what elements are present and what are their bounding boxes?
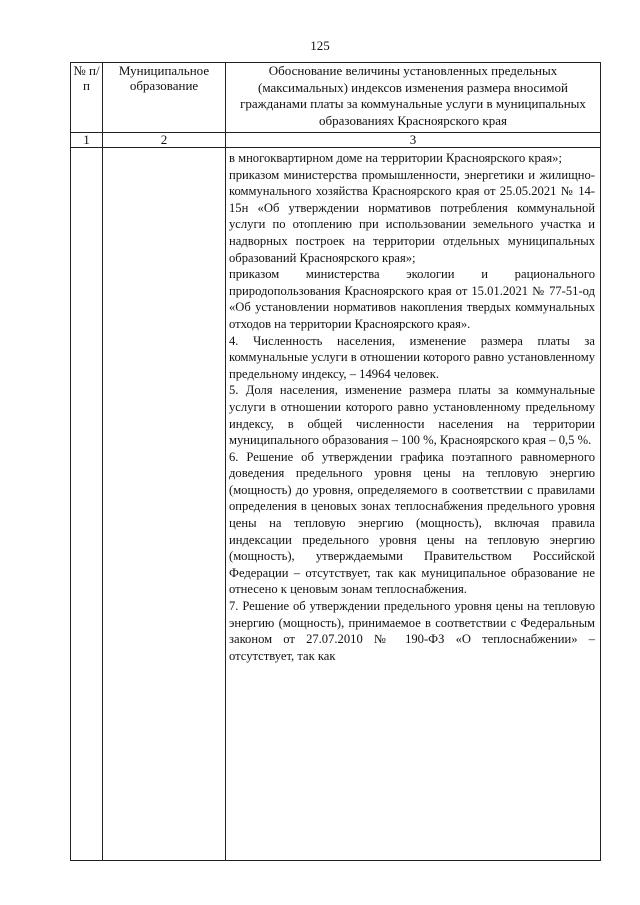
header-row-number: № п/п: [71, 63, 103, 133]
justification-table: [70, 62, 601, 861]
page-number: 125: [310, 38, 330, 53]
column-number-3: 3: [226, 133, 601, 148]
table-row: [71, 148, 601, 861]
municipality-cell: [103, 148, 226, 861]
justification-paragraph: 6. Решение об утверждении графика поэтапного равномерного доведения предельного уровня цены на тепловую энергию (мощность) до уровня, определяемого в соответствии с правилами определения в ценовых зонах теплоснабжения предельного уровня цены на тепловую энергию (мощность), включая правила индексации предельного уровня цены на тепловую энергию (мощность), утверждаемыми Правительством Российской Федерации – отсутствует, так как муниципальное образование не отнесено к ценовым зонам теплоснабжения.: [229, 449, 595, 597]
justification-cell: [226, 148, 601, 861]
justification-paragraph: 4. Численность населения, изменение размера платы за коммунальные услуги в отношении которого равно установленному предельному индексу, – 14964 человек.: [229, 333, 595, 381]
justification-paragraph: приказом министерства экологии и рационального природопользования Красноярского края от 15.01.2021 № 77-51-од «Об установлении нормативов накопления твердых коммунальных отходов на территории Красноярского края».: [229, 267, 595, 331]
column-number-1: 1: [71, 133, 103, 148]
column-number-2: 2: [103, 133, 226, 148]
justification-text: [226, 148, 600, 664]
header-justification: Обоснование величины установленных предельных (максимальных) индексов изменения размера вносимой гражданами платы за коммунальные услуги в муниципальных образованиях Красноярского края: [226, 63, 601, 133]
justification-paragraph: 7. Решение об утверждении предельного уровня цены на тепловую энергию (мощность), принимаемое в соответствии с Федеральным законом от 27.07.2010 № 190-ФЗ «О теплоснабжении» – отсутствует, так как: [229, 599, 595, 663]
justification-paragraph: в многоквартирном доме на территории Красноярского края»;: [229, 151, 562, 165]
justification-paragraph: 5. Доля населения, изменение размера платы за коммунальные услуги в отношении которого равно установленному предельному индексу, в общей численности населения на территории муниципального образования – 100 %, Красноярского края – 0,5 %.: [229, 383, 595, 448]
justification-paragraph: приказом министерства промышленности, энергетики и жилищно-коммунального хозяйства Красноярского края от 25.05.2021 № 14-15н «Об утверждении нормативов потребления коммунальной услуги по отоплению при использовании земельного участка и надворных построек на территории отдельных муниципальных образований Красноярского края»;: [229, 167, 595, 265]
table-header-row: [71, 63, 601, 133]
header-municipality: Муниципальное образование: [103, 63, 226, 133]
row-number-cell: [71, 148, 103, 861]
column-number-row: [71, 133, 601, 148]
